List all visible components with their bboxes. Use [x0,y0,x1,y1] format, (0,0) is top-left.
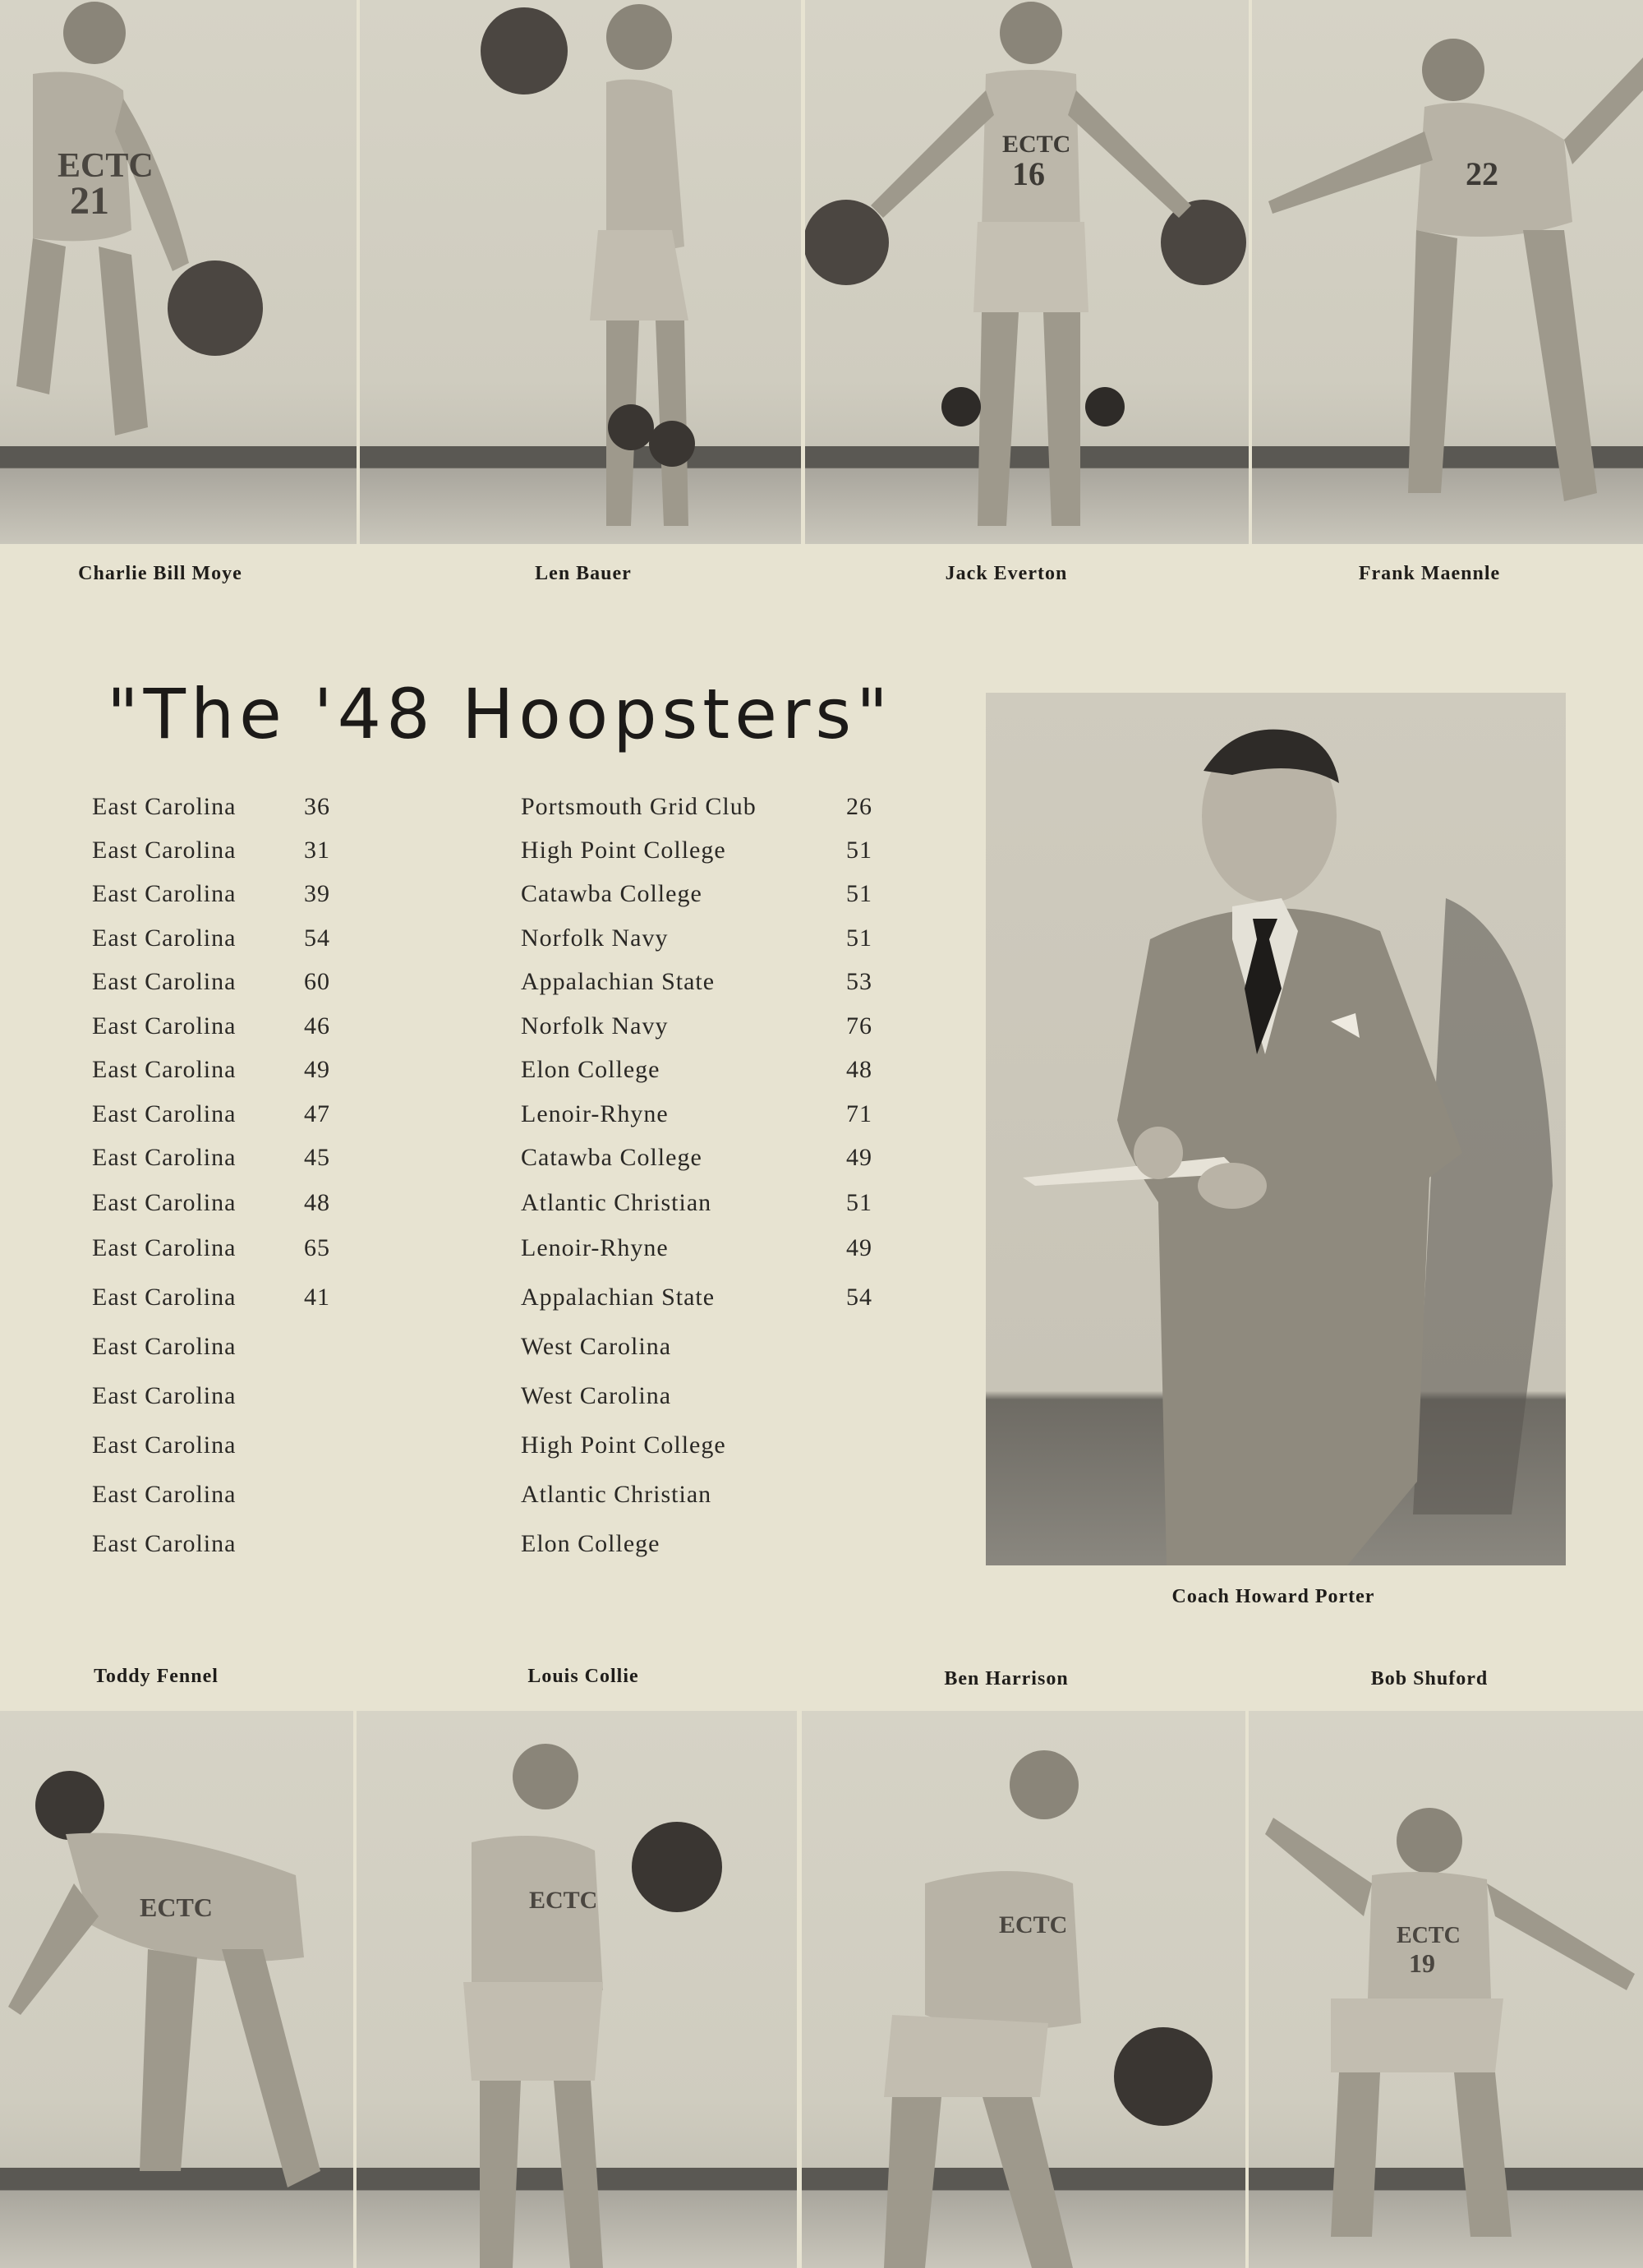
opponent-score: 49 [846,1144,872,1171]
home-score: 60 [304,968,330,995]
jersey-letters: ECTC [1397,1923,1461,1948]
player-photo-moye [0,0,357,544]
player-figure [0,1711,353,2268]
player-photo-collie [357,1711,797,2268]
player-photo-everton [805,0,1249,544]
opponent: Norfolk Navy [521,1012,669,1040]
home-score: 47 [304,1100,330,1127]
home-team: East Carolina [92,1234,237,1261]
home-team: East Carolina [92,1056,237,1083]
player-figure [0,0,357,544]
opponent: Catawba College [521,880,702,907]
opponent: Appalachian State [521,1284,716,1311]
home-score: 48 [304,1189,330,1216]
opponent-score: 54 [846,1284,872,1311]
opponent-score: 51 [846,880,872,907]
caption-player-3: Jack Everton [945,563,1068,584]
home-team: East Carolina [92,968,237,995]
home-team: East Carolina [92,880,237,907]
opponent: Portsmouth Grid Club [521,793,757,820]
opponent: Elon College [521,1056,660,1083]
player-figure [1252,0,1643,544]
opponent: High Point College [521,837,726,864]
opponent: Atlantic Christian [521,1189,712,1216]
jersey-number: 22 [1466,155,1498,192]
opponent: Atlantic Christian [521,1481,712,1508]
player-figure [357,1711,797,2268]
jersey-number: 19 [1409,1948,1435,1978]
player-photo-fennel [0,1711,353,2268]
jersey-number: 21 [70,179,109,223]
coach-figure [986,693,1566,1565]
home-team: East Carolina [92,924,237,952]
opponent-score: 51 [846,837,872,864]
player-figure [1249,1711,1643,2268]
opponent-score: 53 [846,968,872,995]
player-figure [805,0,1249,544]
player-photo-maennle [1252,0,1643,544]
player-photo-shuford [1249,1711,1643,2268]
caption-player-4: Frank Maennle [1358,563,1501,584]
home-team: East Carolina [92,1100,237,1127]
coach-photo [986,693,1566,1565]
opponent: Appalachian State [521,968,716,995]
jersey-letters: ECTC [1002,131,1071,158]
home-team: East Carolina [92,1431,237,1459]
home-team: East Carolina [92,1382,237,1409]
caption-player-5: Toddy Fennel [94,1666,219,1687]
opponent: Lenoir-Rhyne [521,1100,669,1127]
player-photo-bauer [360,0,801,544]
home-team: East Carolina [92,1144,237,1171]
player-photo-harrison [802,1711,1245,2268]
home-team: East Carolina [92,1284,237,1311]
opponent: West Carolina [521,1333,672,1360]
home-score: 39 [304,880,330,907]
home-score: 65 [304,1234,330,1261]
opponent: Elon College [521,1530,660,1557]
home-team: East Carolina [92,1189,237,1216]
home-team: East Carolina [92,1481,237,1508]
home-team: East Carolina [92,1333,237,1360]
opponent: Lenoir-Rhyne [521,1234,669,1261]
opponent: Norfolk Navy [521,924,669,952]
home-score: 45 [304,1144,330,1171]
home-team: East Carolina [92,1530,237,1557]
home-team: East Carolina [92,793,237,820]
opponent-score: 71 [846,1100,872,1127]
home-team: East Carolina [92,1012,237,1040]
jersey-letters: ECTC [140,1892,213,1922]
caption-player-7: Ben Harrison [944,1668,1069,1689]
opponent-score: 51 [846,1189,872,1216]
caption-player-6: Louis Collie [527,1666,639,1687]
jersey-letters: ECTC [58,147,154,185]
caption-player-2: Len Bauer [535,563,632,584]
opponent-score: 49 [846,1234,872,1261]
opponent: West Carolina [521,1382,672,1409]
caption-player-8: Bob Shuford [1370,1668,1489,1689]
opponent-score: 26 [846,793,872,820]
caption-player-1: Charlie Bill Moye [78,563,242,584]
page-title: "The '48 Hoopsters" [107,674,893,754]
home-score: 46 [304,1012,330,1040]
home-team: East Carolina [92,837,237,864]
opponent-score: 51 [846,924,872,952]
opponent: High Point College [521,1431,726,1459]
home-score: 36 [304,793,330,820]
opponent: Catawba College [521,1144,702,1171]
player-figure [360,0,801,544]
home-score: 41 [304,1284,330,1311]
jersey-number: 16 [1012,155,1045,192]
player-figure [802,1711,1245,2268]
home-score: 49 [304,1056,330,1083]
home-score: 31 [304,837,330,864]
jersey-letters: ECTC [999,1911,1068,1938]
jersey-letters: ECTC [529,1887,598,1914]
opponent-score: 76 [846,1012,872,1040]
coach-caption: Coach Howard Porter [1171,1586,1375,1607]
home-score: 54 [304,924,330,952]
opponent-score: 48 [846,1056,872,1083]
